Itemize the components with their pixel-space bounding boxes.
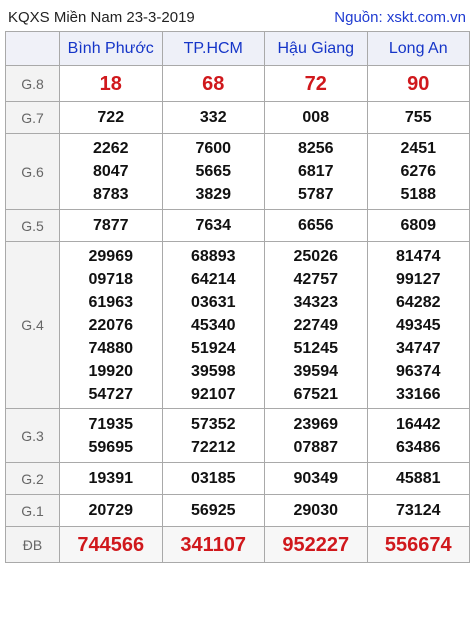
- prize-cell: [60, 527, 163, 563]
- prize-number: 59695: [88, 438, 133, 456]
- prize-label: G.5: [6, 210, 60, 242]
- province-header-row: [6, 32, 470, 66]
- prize-cell: [162, 210, 265, 242]
- prize-number: 722: [97, 109, 125, 126]
- prize-number: 16442: [396, 415, 441, 433]
- prize-cell: [162, 495, 265, 527]
- header-bar: [5, 4, 470, 31]
- prize-cell: [367, 134, 470, 210]
- prize-number: 2451: [400, 140, 437, 157]
- prize-number: 3829: [195, 186, 232, 203]
- prize-number: 49345: [396, 316, 441, 334]
- prize-cell: [367, 463, 470, 495]
- prize-label: G.1: [6, 495, 60, 527]
- prize-number: 33166: [396, 385, 441, 403]
- prize-label: G.2: [6, 463, 60, 495]
- prize-number: 6276: [400, 163, 437, 180]
- prize-cell: [60, 102, 163, 134]
- prize-number: 19391: [88, 470, 133, 487]
- prize-number: 23969: [293, 415, 338, 433]
- prize-cell: [265, 463, 368, 495]
- prize-row: [6, 66, 470, 102]
- prize-cell: [265, 66, 368, 102]
- prize-cell: [367, 102, 470, 134]
- prize-cell: [265, 242, 368, 409]
- prize-cell: [367, 409, 470, 463]
- prize-label: ĐB: [6, 527, 60, 563]
- prize-cell: [367, 242, 470, 409]
- prize-number: 51924: [191, 339, 236, 357]
- prize-cell: [162, 102, 265, 134]
- prize-number: 90: [407, 72, 430, 95]
- prize-cell: [367, 495, 470, 527]
- prize-number: 39594: [293, 362, 338, 380]
- prize-number: 96374: [396, 362, 441, 380]
- prize-number: 51245: [293, 339, 338, 357]
- prize-label: G.7: [6, 102, 60, 134]
- corner-cell: [6, 32, 60, 66]
- prize-number: 755: [404, 109, 432, 126]
- prize-cell: [162, 409, 265, 463]
- prize-cell: [265, 495, 368, 527]
- province-name[interactable]: Long An: [367, 32, 470, 66]
- prize-number: 03631: [191, 293, 236, 311]
- prize-number: 22076: [88, 316, 133, 334]
- prize-row: [6, 495, 470, 527]
- prize-number: 008: [302, 109, 330, 126]
- prize-cell: [60, 134, 163, 210]
- prize-number: 90349: [293, 470, 338, 487]
- prize-row: [6, 210, 470, 242]
- prize-number: 42757: [293, 270, 338, 288]
- page-title: KQXS Miền Nam 23-3-2019: [8, 9, 195, 26]
- prize-label: G.8: [6, 66, 60, 102]
- prize-row: [6, 242, 470, 409]
- prize-number: 5188: [400, 186, 437, 203]
- prize-number: 5787: [297, 186, 334, 203]
- prize-number: 99127: [396, 270, 441, 288]
- prize-number: 92107: [191, 385, 236, 403]
- prize-number: 09718: [88, 270, 133, 288]
- prize-label: G.6: [6, 134, 60, 210]
- prize-number: 8783: [92, 186, 129, 203]
- prize-number: 2262: [92, 140, 129, 157]
- prize-cell: [162, 66, 265, 102]
- prize-number: 29030: [293, 502, 338, 519]
- prize-cell: [265, 527, 368, 563]
- prize-number: 34323: [293, 293, 338, 311]
- prize-cell: [162, 242, 265, 409]
- prize-number: 61963: [88, 293, 133, 311]
- prize-number: 68893: [191, 247, 236, 265]
- prize-number: 64214: [191, 270, 236, 288]
- prize-cell: [367, 210, 470, 242]
- prize-number: 67521: [293, 385, 338, 403]
- prize-number: 68: [202, 72, 225, 95]
- prize-number: 7877: [92, 217, 129, 234]
- prize-number: 63486: [396, 438, 441, 456]
- prize-cell: [162, 463, 265, 495]
- prize-number: 07887: [293, 438, 338, 456]
- prize-number: 56925: [191, 502, 236, 519]
- prize-cell: [60, 242, 163, 409]
- prize-number: 03185: [191, 470, 236, 487]
- prize-cell: [265, 134, 368, 210]
- prize-cell: [60, 463, 163, 495]
- province-name[interactable]: TP.HCM: [162, 32, 265, 66]
- prize-number: 45881: [396, 470, 441, 487]
- prize-number: 7634: [195, 217, 232, 234]
- prize-number: 341107: [180, 533, 247, 556]
- prize-cell: [265, 102, 368, 134]
- results-panel: [5, 4, 470, 563]
- prize-number: 71935: [88, 415, 133, 433]
- prize-number: 8047: [92, 163, 129, 180]
- prize-number: 22749: [293, 316, 338, 334]
- prize-number: 29969: [88, 247, 133, 265]
- prize-label: G.4: [6, 242, 60, 409]
- prize-number: 57352: [191, 415, 236, 433]
- prize-row: [6, 102, 470, 134]
- prize-number: 744566: [77, 533, 145, 556]
- results-table: [5, 31, 470, 563]
- prize-cell: [60, 409, 163, 463]
- prize-row: [6, 409, 470, 463]
- prize-number: 5665: [195, 163, 232, 180]
- prize-row: [6, 463, 470, 495]
- prize-row: [6, 134, 470, 210]
- source-link[interactable]: Nguồn: xskt.com.vn: [334, 9, 466, 26]
- prize-cell: [367, 527, 470, 563]
- prize-number: 19920: [88, 362, 133, 380]
- prize-label: G.3: [6, 409, 60, 463]
- prize-number: 556674: [384, 533, 452, 556]
- prize-cell: [60, 495, 163, 527]
- prize-number: 72212: [191, 438, 236, 456]
- prize-cell: [60, 210, 163, 242]
- prize-number: 332: [199, 109, 227, 126]
- prize-number: 45340: [191, 316, 236, 334]
- prize-number: 952227: [282, 533, 350, 556]
- prize-number: 25026: [293, 247, 338, 265]
- prize-number: 54727: [88, 385, 133, 403]
- prize-row: [6, 527, 470, 563]
- prize-number: 6809: [400, 217, 437, 234]
- prize-number: 18: [99, 72, 122, 95]
- prize-number: 64282: [396, 293, 441, 311]
- prize-number: 72: [304, 72, 327, 95]
- prize-cell: [367, 66, 470, 102]
- prize-number: 6817: [297, 163, 334, 180]
- prize-number: 20729: [88, 502, 133, 519]
- prize-number: 74880: [88, 339, 133, 357]
- prize-rows: [6, 66, 470, 563]
- prize-cell: [162, 527, 265, 563]
- prize-cell: [60, 66, 163, 102]
- province-name[interactable]: Bình Phước: [60, 32, 163, 66]
- prize-number: 34747: [396, 339, 441, 357]
- prize-cell: [162, 134, 265, 210]
- prize-number: 39598: [191, 362, 236, 380]
- prize-number: 7600: [195, 140, 232, 157]
- prize-cell: [265, 409, 368, 463]
- prize-cell: [265, 210, 368, 242]
- prize-number: 8256: [297, 140, 334, 157]
- prize-number: 81474: [396, 247, 441, 265]
- province-name[interactable]: Hậu Giang: [265, 32, 368, 66]
- prize-number: 73124: [396, 502, 441, 519]
- prize-number: 6656: [297, 217, 334, 234]
